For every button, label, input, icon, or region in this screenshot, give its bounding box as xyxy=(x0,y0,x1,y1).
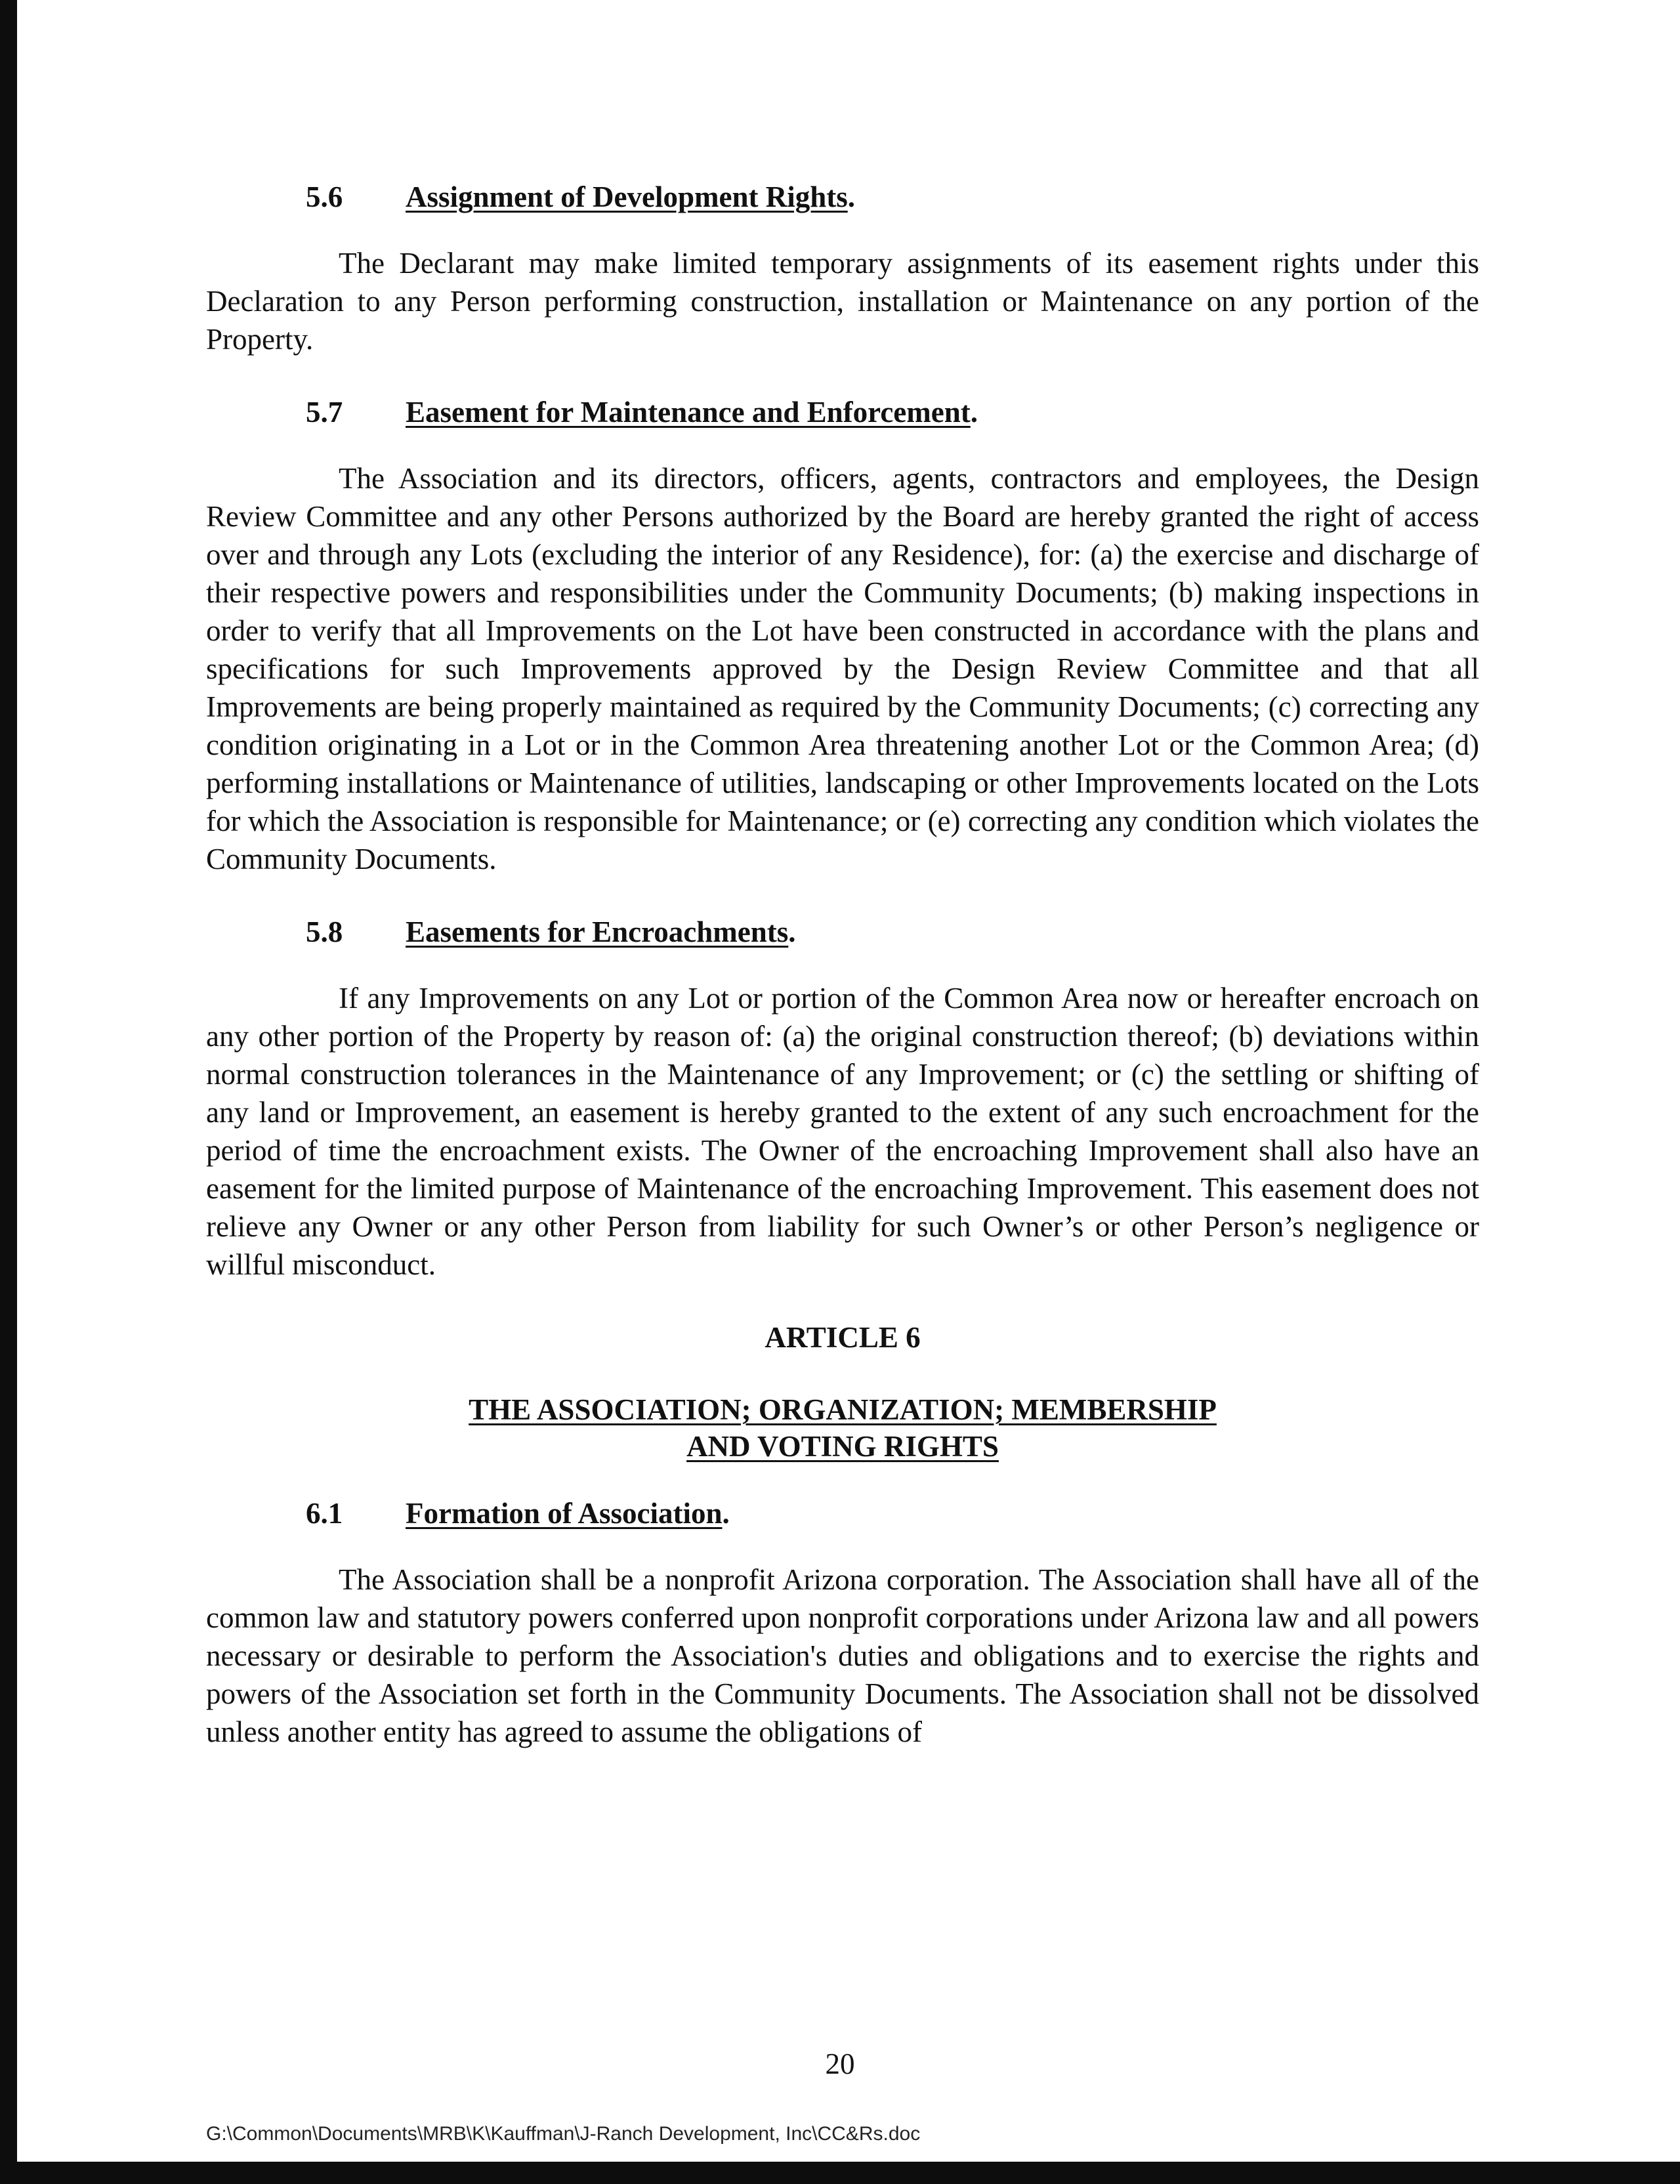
file-path-footer: G:\Common\Documents\MRB\K\Kauffman\J-Ranch Development, Inc\CC&Rs.doc xyxy=(206,2123,921,2145)
article-title xyxy=(206,1391,1479,1465)
section-body-5-7: The Association and its directors, officers, agents, contractors and employees, the Design Review Committee and any other Persons authorized by the Board are hereby granted the right of access over and through any Lots (excluding the interior of any Residence), for: (a) the exercise and discharge of their respective powers and responsibilities under the Community Documents; (b) making inspections in order to verify that all Improvements on the Lot have been constructed in accordance with the plans and specifications for such Improvements approved by the Design Review Committee and that all Improvements are being properly maintained as required by the Community Documents; (c) correcting any condition originating in a Lot or in the Common Area threatening another Lot or the Common Area; (d) performing installations or Maintenance of utilities, landscaping or other Improvements located on the Lots for which the Association is responsible for Maintenance; or (e) correcting any condition which violates the Community Documents. xyxy=(206,462,1479,875)
section-title: Easement for Maintenance and Enforcement xyxy=(406,396,971,429)
section-number: 5.7 xyxy=(306,396,343,429)
section-title-suffix: . xyxy=(722,1497,730,1530)
scan-border-bottom xyxy=(0,2162,1680,2184)
section-body-5-8: If any Improvements on any Lot or portion of the Common Area now or hereafter encroach on any other portion of the Property by reason of: (a) the original construction thereof; (b) deviations within normal construction tolerances in the Maintenance of any Improvement; or (c) the settling or shifting of any land or Improvement, an easement is hereby granted to the extent of any such encroachment for the period of time the encroachment exists. The Owner of the encroaching Improvement shall also have an easement for the limited purpose of Maintenance of the encroaching Improvement. This easement does not relieve any Owner or any other Person from liability for such Owner’s or other Person’s negligence or willful misconduct. xyxy=(206,982,1479,1281)
section-title: Assignment of Development Rights xyxy=(406,180,848,213)
section-title: Formation of Association xyxy=(406,1497,723,1530)
section-number: 5.8 xyxy=(306,915,343,948)
page-number: 20 xyxy=(825,2048,855,2080)
scan-border-left xyxy=(0,0,17,2184)
section-title-suffix: . xyxy=(970,396,978,429)
section-heading-5-7 xyxy=(206,392,1479,432)
section-body-5-6: The Declarant may make limited temporary assignments of its easement rights under this Declaration to any Person performing construction, installation or Maintenance on any portion of the Property. xyxy=(206,247,1479,356)
section-heading-5-6 xyxy=(206,177,1479,217)
article-title-line-1: THE ASSOCIATION; ORGANIZATION; MEMBERSHIP xyxy=(469,1393,1217,1426)
section-heading-6-1 xyxy=(206,1494,1479,1533)
article-label: ARTICLE 6 xyxy=(765,1321,921,1354)
section-title-suffix: . xyxy=(847,180,855,213)
section-title-suffix: . xyxy=(788,915,796,948)
section-number: 6.1 xyxy=(306,1497,343,1530)
section-number: 5.6 xyxy=(306,180,343,213)
article-title-line-2: AND VOTING RIGHTS xyxy=(686,1430,999,1463)
section-heading-5-8 xyxy=(206,912,1479,952)
section-body-6-1: The Association shall be a nonprofit Arizona corporation. The Association shall have all of the common law and statutory powers conferred upon nonprofit corporations under Arizona law and all powers necessary or desirable to perform the Association's duties and obligations and to exercise the rights and powers of the Association set forth in the Community Documents. The Association shall not be dissolved unless another entity has agreed to assume the obligations of xyxy=(206,1563,1479,1748)
document-page xyxy=(206,177,1479,1751)
section-title: Easements for Encroachments xyxy=(406,915,789,948)
